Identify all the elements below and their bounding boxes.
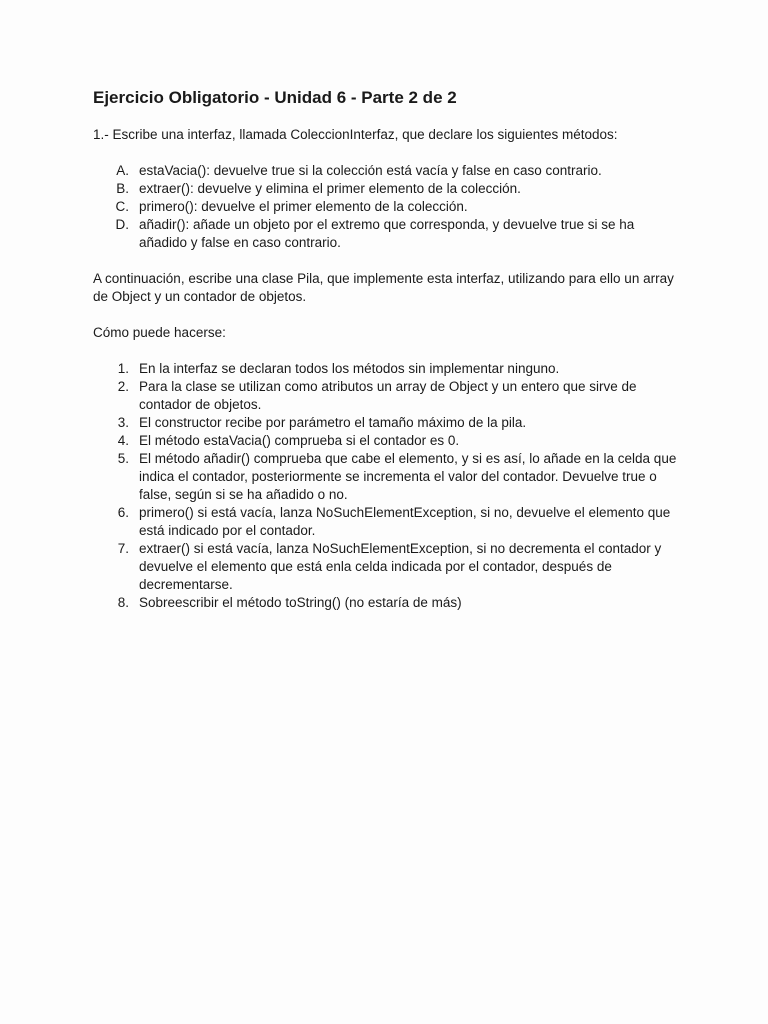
intro-paragraph: 1.- Escribe una interfaz, llamada ColeccionInterfaz, que declare los siguientes métodos: [93, 127, 618, 142]
list-marker: 2. [117, 379, 129, 394]
list-item [93, 162, 683, 180]
list-item [93, 216, 683, 252]
list-item-text: estaVacia(): devuelve true si la colección está vacía y false en caso contrario. [139, 163, 602, 178]
how-heading: Cómo puede hacerse: [93, 325, 226, 340]
list-item [93, 414, 683, 432]
list-marker: 1. [117, 361, 129, 376]
continuation-paragraph: A continuación, escribe una clase Pila, que implemente esta interfaz, utilizando para ello un array de Object y un contador de objetos. [93, 271, 674, 304]
steps-list [93, 360, 683, 612]
list-item-text: En la interfaz se declaran todos los métodos sin implementar ninguno. [139, 361, 560, 376]
list-item [93, 540, 683, 594]
list-marker: 4. [117, 433, 129, 448]
list-item-text: Para la clase se utilizan como atributos un array de Object y un entero que sirve de contador de objetos. [139, 379, 637, 412]
list-marker: 5. [117, 451, 129, 466]
list-item [93, 594, 683, 612]
list-marker: 8. [117, 595, 129, 610]
list-marker: C. [115, 199, 129, 214]
list-item [93, 432, 683, 450]
methods-list [93, 162, 683, 252]
list-item-text: El constructor recibe por parámetro el tamaño máximo de la pila. [139, 415, 527, 430]
list-marker: 3. [117, 415, 129, 430]
list-marker: 6. [117, 505, 129, 520]
list-marker: D. [115, 217, 129, 232]
list-marker: A. [116, 163, 129, 178]
list-item-text: añadir(): añade un objeto por el extremo que corresponda, y devuelve true si se ha añadido y false en caso contrario. [139, 217, 635, 250]
list-item-text: primero(): devuelve el primer elemento de la colección. [139, 199, 468, 214]
list-item [93, 450, 683, 504]
list-marker: 7. [117, 541, 129, 556]
list-item-text: extraer(): devuelve y elimina el primer elemento de la colección. [139, 181, 521, 196]
list-item [93, 360, 683, 378]
list-item-text: El método añadir() comprueba que cabe el elemento, y si es así, lo añade en la celda que indica el contador, posteriormente se incrementa el valor del contador. Devuelve true o false, según si se ha añadido o no. [139, 451, 677, 502]
document-title: Ejercicio Obligatorio - Unidad 6 - Parte 2 de 2 [93, 88, 457, 107]
document-content [93, 86, 683, 630]
list-item-text: Sobreescribir el método toString() (no estaría de más) [139, 595, 462, 610]
list-item-text: extraer() si está vacía, lanza NoSuchElementException, si no decrementa el contador y devuelve el elemento que está enla celda indicada por el contador, después de decrementarse. [139, 541, 662, 592]
list-item [93, 198, 683, 216]
list-marker: B. [116, 181, 129, 196]
list-item-text: primero() si está vacía, lanza NoSuchElementException, si no, devuelve el elemento que está indicado por el contador. [139, 505, 671, 538]
list-item [93, 378, 683, 414]
list-item [93, 504, 683, 540]
list-item [93, 180, 683, 198]
list-item-text: El método estaVacia() comprueba si el contador es 0. [139, 433, 460, 448]
